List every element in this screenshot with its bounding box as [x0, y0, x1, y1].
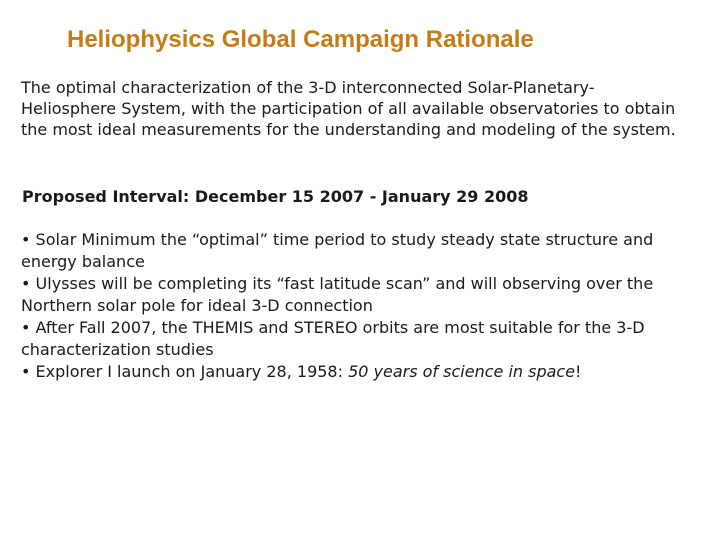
bullet-emphasis: 50 years of science in space: [348, 362, 576, 381]
bullet-item: [21, 317, 691, 361]
bullet-item: [21, 361, 691, 383]
intro-paragraph: The optimal characterization of the 3-D interconnected Solar-Planetary-Heliosphere System, with the participation of all available observatories to obtain the most ideal measurements for the understanding and modeling of the system.: [21, 78, 676, 139]
bullet-marker: •: [21, 274, 31, 293]
proposed-interval: Proposed Interval: December 15 2007 - January 29 2008: [22, 187, 529, 206]
bullet-item: [21, 273, 691, 317]
rationale-bullet-list: [21, 229, 691, 383]
bullet-marker: •: [21, 362, 31, 381]
slide-title: Heliophysics Global Campaign Rationale: [67, 26, 534, 53]
bullet-item: [21, 229, 691, 273]
bullet-text: Ulysses will be completing its “fast latitude scan” and will observing over the Northern solar pole for ideal 3-D connection: [21, 274, 654, 315]
bullet-text: After Fall 2007, the THEMIS and STEREO orbits are most suitable for the 3-D characterization studies: [21, 318, 645, 359]
bullet-marker: •: [21, 230, 31, 249]
bullet-text: Explorer I launch on January 28, 1958:: [35, 362, 349, 381]
bullet-text: Solar Minimum the “optimal” time period to study steady state structure and energy balance: [21, 230, 654, 271]
bullet-suffix: !: [575, 362, 582, 381]
bullet-marker: •: [21, 318, 31, 337]
